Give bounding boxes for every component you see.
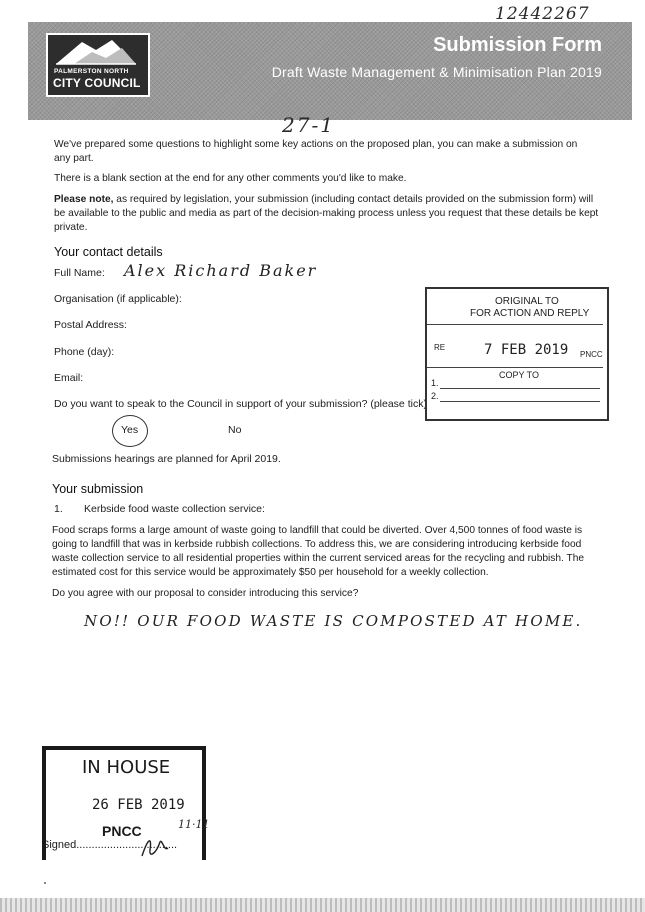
stamp-received-date: 7 FEB 2019 (484, 342, 569, 358)
handwritten-reference: 27-1 (282, 113, 335, 137)
stamp-original-to: ORIGINAL TO (495, 296, 559, 307)
logo-text-top: PALMERSTON NORTH (54, 68, 129, 75)
option-no[interactable]: No (228, 424, 242, 436)
question-1-answer[interactable]: NO!! OUR FOOD WASTE IS COMPOSTED AT HOME. (84, 612, 583, 630)
question-1-title: Kerbside food waste collection service: (84, 503, 265, 515)
stamp-received-org: PNCC (580, 350, 603, 359)
inhouse-initials: 11·11 (178, 818, 210, 831)
council-logo-mark-icon (52, 36, 140, 66)
stamp-copy-2: 2. (431, 391, 439, 401)
stamp-for-action: FOR ACTION AND REPLY (470, 308, 590, 319)
inhouse-signed-label: Signed................................. (42, 839, 178, 851)
form-title: Submission Form (433, 34, 602, 56)
question-1-number: 1. (54, 503, 63, 515)
question-1-body: Food scraps forms a large amount of waste going to landfill that could be diverted. Over 4,500 tonnes of food waste is going to landfill that was in kerbside rubbish collections. To address this, we are considering introducing kerbside food waste collection service to all residential properties within the current serviced areas for the recycling and rubbish. The estimated cost for this service would be approximately $50 per household for a weekly collection. (52, 525, 585, 578)
stamp-divider-top (427, 324, 603, 325)
plan-title: Draft Waste Management & Minimisation Plan 2019 (271, 64, 602, 80)
option-yes[interactable]: Yes (121, 424, 139, 436)
intro-paragraph-2: There is a blank section at the end for any other comments you'd like to make. (54, 173, 407, 184)
inhouse-org: PNCC (102, 823, 142, 839)
organisation-label: Organisation (if applicable): (54, 293, 182, 305)
email-label: Email: (54, 372, 84, 384)
note-text: as required by legislation, your submission (including contact details provided on the submission form) will be available to the public and media as part of the decision-making process unless you request that these details be kept private. (54, 194, 599, 233)
question-1-prompt: Do you agree with our proposal to consider introducing this service? (52, 588, 359, 599)
hearings-note: Submissions hearings are planned for April 2019. (52, 453, 281, 465)
note-label: Please note, (54, 194, 114, 205)
intro-paragraph-3 (54, 193, 599, 235)
stamp-divider-mid (427, 367, 603, 368)
signature-scribble-icon (138, 832, 172, 862)
stamp-copy-to: COPY TO (499, 370, 540, 380)
stamp-copy-line-1 (440, 388, 600, 389)
submission-heading: Your submission (52, 482, 144, 496)
full-name-value[interactable]: Alex Richard Baker (124, 261, 318, 280)
intro-paragraph-1: We've prepared some questions to highlight some key actions on the proposed plan, you can make a submission on any part. (54, 139, 578, 164)
stamp-received-prefix: RE (434, 343, 446, 352)
inhouse-date: 26 FEB 2019 (92, 797, 185, 813)
logo-text-bottom: CITY COUNCIL (53, 76, 141, 90)
phone-label: Phone (day): (54, 346, 115, 358)
speak-question: Do you want to speak to the Council in support of your submission? (please tick) (54, 398, 427, 410)
stamp-copy-1: 1. (431, 378, 439, 388)
postal-address-label: Postal Address: (54, 319, 127, 331)
contact-heading: Your contact details (54, 245, 163, 259)
document-number: 12442267 (495, 4, 590, 24)
inhouse-title: IN HOUSE (82, 757, 171, 778)
stamp-copy-line-2 (440, 401, 600, 402)
scan-artifact-dot (44, 882, 46, 884)
full-name-label: Full Name: (54, 267, 105, 279)
scan-bottom-edge (0, 898, 645, 912)
